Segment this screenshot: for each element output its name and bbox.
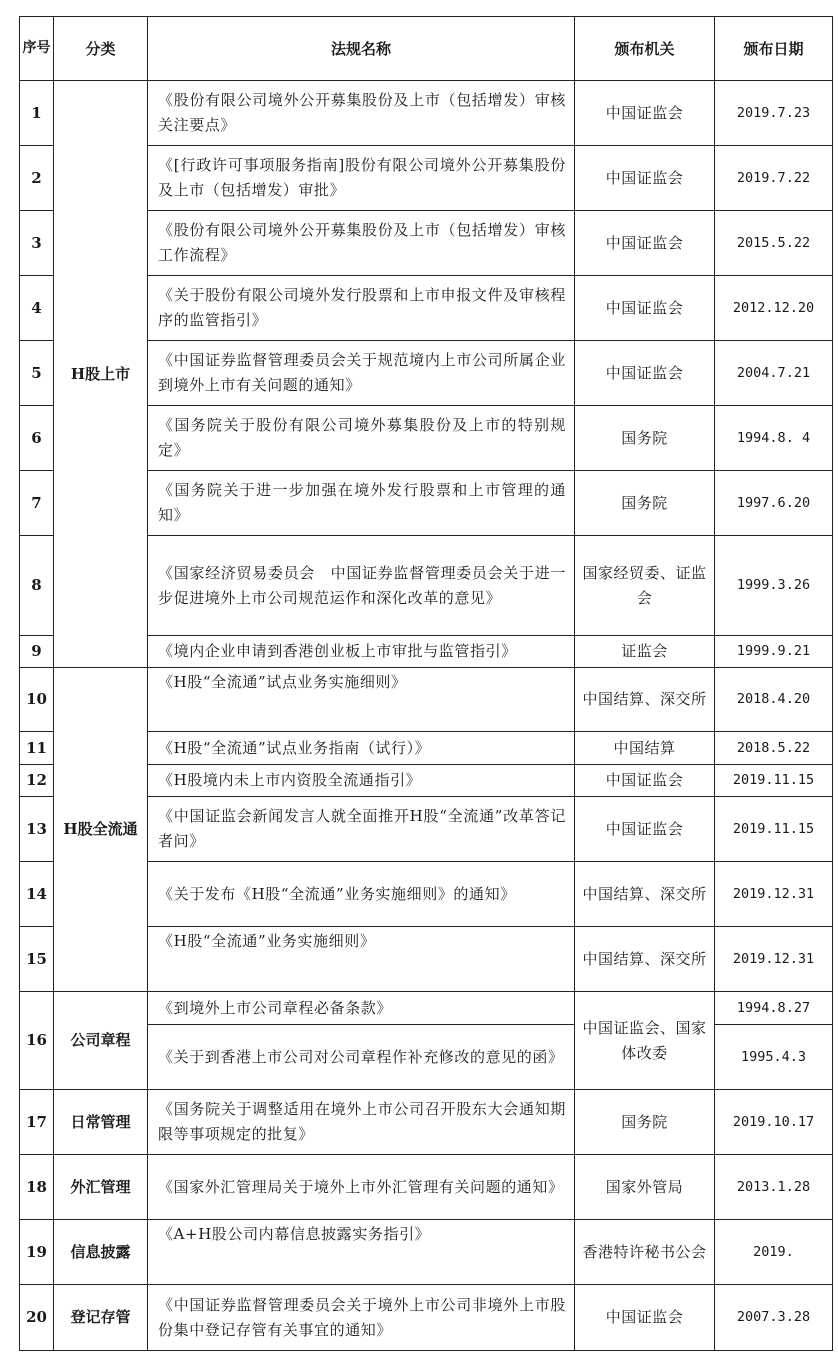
regulation-name: 《国家经济贸易委员会 中国证券监督管理委员会关于进一步促进境外上市公司规范运作和深化改革的意见》 [148, 536, 575, 636]
issuing-authority: 中国证监会 [575, 341, 715, 406]
regulation-name: 《国家外汇管理局关于境外上市外汇管理有关问题的通知》 [148, 1155, 575, 1220]
header-row [20, 17, 833, 81]
issue-date: 2019.10.17 [715, 1090, 833, 1155]
issue-date: 1999.3.26 [715, 536, 833, 636]
table-row [20, 81, 833, 146]
issuing-authority: 中国证监会 [575, 146, 715, 211]
table-row [20, 1155, 833, 1220]
regulation-name: 《国务院关于调整适用在境外上市公司召开股东大会通知期限等事项规定的批复》 [148, 1090, 575, 1155]
issuing-authority: 中国结算、深交所 [575, 862, 715, 927]
issuing-authority: 中国结算、深交所 [575, 927, 715, 992]
category-cell: 登记存管 [54, 1285, 148, 1351]
row-number: 15 [20, 927, 54, 992]
header-seq: 序号 [20, 17, 54, 81]
category-cell: 外汇管理 [54, 1155, 148, 1220]
header-date: 颁布日期 [715, 17, 833, 81]
issue-date: 1999.9.21 [715, 636, 833, 668]
issue-date: 2013.1.28 [715, 1155, 833, 1220]
issue-date: 1995.4.3 [715, 1025, 833, 1090]
row-number: 10 [20, 668, 54, 732]
category-cell: 公司章程 [54, 992, 148, 1090]
category-cell: 信息披露 [54, 1220, 148, 1285]
issue-date: 1994.8. 4 [715, 406, 833, 471]
issuing-authority: 中国结算、深交所 [575, 668, 715, 732]
row-number: 4 [20, 276, 54, 341]
regulation-name: 《到境外上市公司章程必备条款》 [148, 992, 575, 1025]
issue-date: 1997.6.20 [715, 471, 833, 536]
row-number: 20 [20, 1285, 54, 1351]
regulation-name: 《H股“全流通”业务实施细则》 [148, 927, 575, 992]
issue-date: 2018.4.20 [715, 668, 833, 732]
category-cell: 日常管理 [54, 1090, 148, 1155]
regulation-name: 《中国证券监督管理委员会关于规范境内上市公司所属企业到境外上市有关问题的通知》 [148, 341, 575, 406]
regulations-table [19, 16, 833, 1351]
category-cell: H股全流通 [54, 668, 148, 992]
issue-date: 2019.11.15 [715, 797, 833, 862]
regulation-name: 《关于到香港上市公司对公司章程作补充修改的意见的函》 [148, 1025, 575, 1090]
row-number: 13 [20, 797, 54, 862]
row-number: 19 [20, 1220, 54, 1285]
row-number: 11 [20, 732, 54, 765]
row-number: 8 [20, 536, 54, 636]
regulation-name: 《境内企业申请到香港创业板上市审批与监管指引》 [148, 636, 575, 668]
issue-date: 1994.8.27 [715, 992, 833, 1025]
row-number: 3 [20, 211, 54, 276]
issue-date: 2019.7.23 [715, 81, 833, 146]
row-number: 16 [20, 992, 54, 1090]
row-number: 6 [20, 406, 54, 471]
row-number: 7 [20, 471, 54, 536]
issue-date: 2012.12.20 [715, 276, 833, 341]
issuing-authority: 国务院 [575, 406, 715, 471]
issuing-authority: 国家经贸委、证监会 [575, 536, 715, 636]
header-authority: 颁布机关 [575, 17, 715, 81]
regulation-name: 《股份有限公司境外公开募集股份及上市（包括增发）审核关注要点》 [148, 81, 575, 146]
regulation-name: 《H股“全流通”试点业务指南（试行）》 [148, 732, 575, 765]
table-row [20, 1090, 833, 1155]
issue-date: 2015.5.22 [715, 211, 833, 276]
issuing-authority: 中国证监会 [575, 276, 715, 341]
header-name: 法规名称 [148, 17, 575, 81]
issuing-authority: 中国证监会 [575, 797, 715, 862]
issuing-authority: 中国结算 [575, 732, 715, 765]
regulation-name: 《关于股份有限公司境外发行股票和上市申报文件及审核程序的监管指引》 [148, 276, 575, 341]
regulation-name: 《股份有限公司境外公开募集股份及上市（包括增发）审核工作流程》 [148, 211, 575, 276]
row-number: 1 [20, 81, 54, 146]
regulation-name: 《国务院关于股份有限公司境外募集股份及上市的特别规定》 [148, 406, 575, 471]
issuing-authority: 国务院 [575, 471, 715, 536]
issuing-authority: 中国证监会 [575, 765, 715, 797]
issuing-authority: 中国证监会 [575, 1285, 715, 1351]
row-number: 12 [20, 765, 54, 797]
issue-date: 2019. [715, 1220, 833, 1285]
issue-date: 2019.12.31 [715, 927, 833, 992]
issue-date: 2019.11.15 [715, 765, 833, 797]
regulation-name: 《H股境内未上市内资股全流通指引》 [148, 765, 575, 797]
row-number: 14 [20, 862, 54, 927]
row-number: 5 [20, 341, 54, 406]
issuing-authority: 国家外管局 [575, 1155, 715, 1220]
regulation-name: 《国务院关于进一步加强在境外发行股票和上市管理的通知》 [148, 471, 575, 536]
regulation-name: 《[行政许可事项服务指南]股份有限公司境外公开募集股份及上市（包括增发）审批》 [148, 146, 575, 211]
issue-date: 2004.7.21 [715, 341, 833, 406]
row-number: 2 [20, 146, 54, 211]
issuing-authority: 中国证监会 [575, 81, 715, 146]
regulation-name: 《A+H股公司内幕信息披露实务指引》 [148, 1220, 575, 1285]
issue-date: 2007.3.28 [715, 1285, 833, 1351]
regulation-name: 《中国证监会新闻发言人就全面推开H股“全流通”改革答记者问》 [148, 797, 575, 862]
table-row [20, 992, 833, 1025]
issuing-authority: 中国证监会、国家体改委 [575, 992, 715, 1090]
issue-date: 2019.7.22 [715, 146, 833, 211]
regulation-name: 《中国证券监督管理委员会关于境外上市公司非境外上市股份集中登记存管有关事宜的通知》 [148, 1285, 575, 1351]
issue-date: 2019.12.31 [715, 862, 833, 927]
row-number: 17 [20, 1090, 54, 1155]
row-number: 9 [20, 636, 54, 668]
table-row [20, 1285, 833, 1351]
row-number: 18 [20, 1155, 54, 1220]
issue-date: 2018.5.22 [715, 732, 833, 765]
issuing-authority: 中国证监会 [575, 211, 715, 276]
table-row [20, 1220, 833, 1285]
issuing-authority: 证监会 [575, 636, 715, 668]
issuing-authority: 国务院 [575, 1090, 715, 1155]
category-cell: H股上市 [54, 81, 148, 668]
regulation-name: 《关于发布《H股“全流通”业务实施细则》的通知》 [148, 862, 575, 927]
table-row [20, 668, 833, 732]
regulation-name: 《H股“全流通”试点业务实施细则》 [148, 668, 575, 732]
issuing-authority: 香港特许秘书公会 [575, 1220, 715, 1285]
header-category: 分类 [54, 17, 148, 81]
